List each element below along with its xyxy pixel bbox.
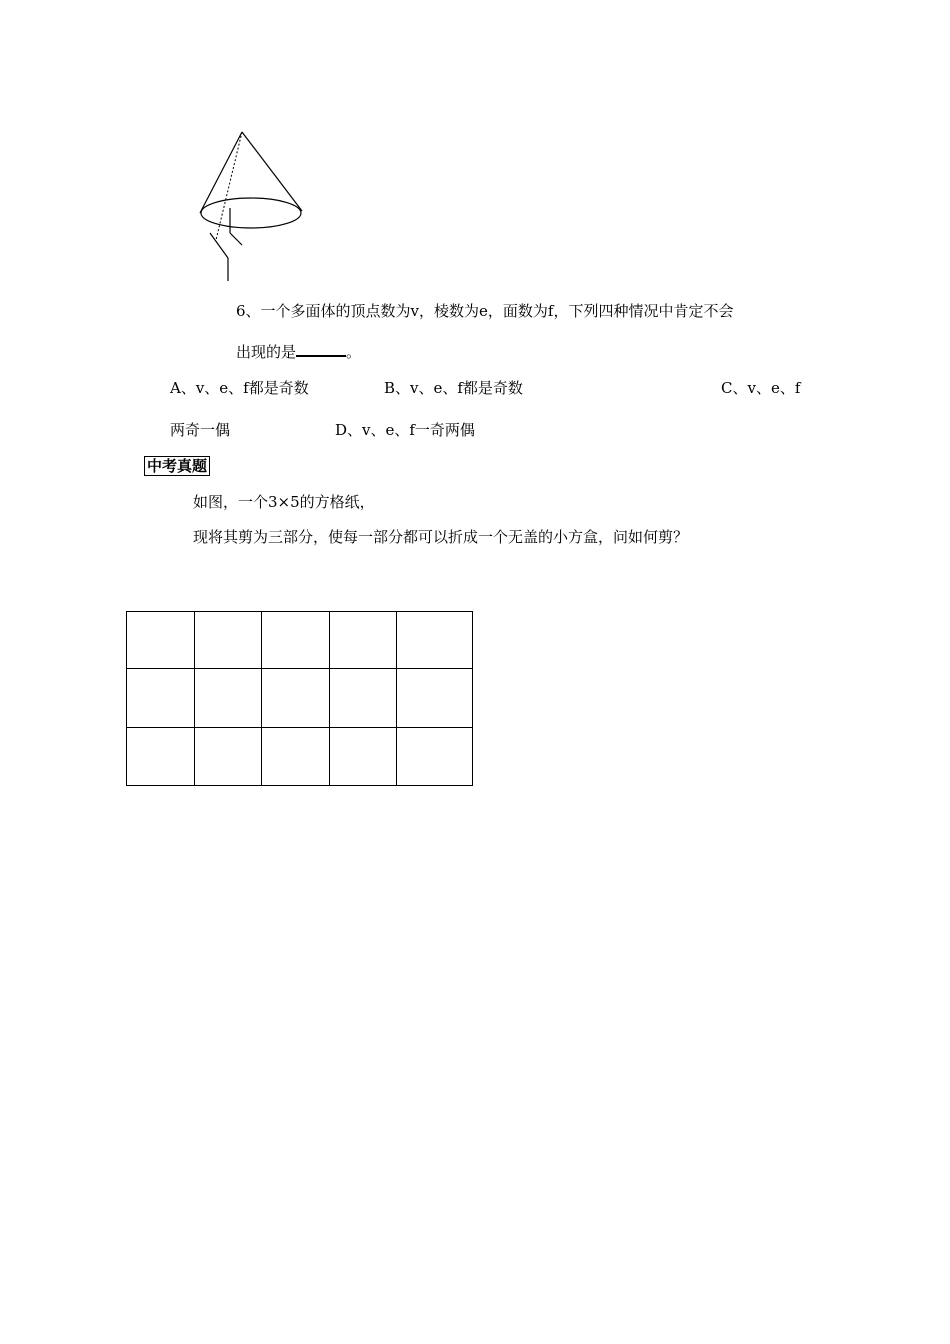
option-c-continuation: 两奇一偶 xyxy=(170,421,231,439)
problem-line1: 如图，一个3×5的方格纸， xyxy=(193,493,375,511)
option-b: B、v、e、f都是奇数 xyxy=(384,379,523,397)
grid-cell xyxy=(127,669,195,728)
question6-line2-prefix: 出现的是 xyxy=(236,343,297,361)
question6-line2 xyxy=(236,342,361,362)
grid-cell xyxy=(329,669,397,728)
grid-cell xyxy=(127,728,195,786)
grid-cell xyxy=(397,728,473,786)
section-title: 中考真题 xyxy=(144,456,210,476)
question6-line1: 6、一个多面体的顶点数为v，棱数为e，面数为f，下列四种情况中肯定不会 xyxy=(236,302,734,320)
answer-blank xyxy=(296,345,346,357)
grid-row xyxy=(127,669,473,728)
grid-cell xyxy=(262,728,330,786)
cone-figure xyxy=(190,125,320,285)
grid-row xyxy=(127,612,473,669)
problem-line2: 现将其剪为三部分，使每一部分都可以折成一个无盖的小方盒，问如何剪？ xyxy=(193,528,689,546)
grid-cell xyxy=(397,612,473,669)
question6-line2-suffix: 。 xyxy=(346,343,362,361)
grid-cell xyxy=(127,612,195,669)
grid-cell xyxy=(329,612,397,669)
option-c: C、v、e、f xyxy=(721,379,801,397)
grid-3x5 xyxy=(126,611,473,786)
grid-row xyxy=(127,728,473,786)
option-d: D、v、e、f一奇两偶 xyxy=(335,421,475,439)
grid-cell xyxy=(194,728,262,786)
option-a: A、v、e、f都是奇数 xyxy=(170,379,309,397)
grid-cell xyxy=(194,669,262,728)
grid-cell xyxy=(397,669,473,728)
grid-cell xyxy=(262,669,330,728)
grid-cell xyxy=(329,728,397,786)
grid-cell xyxy=(194,612,262,669)
grid-cell xyxy=(262,612,330,669)
